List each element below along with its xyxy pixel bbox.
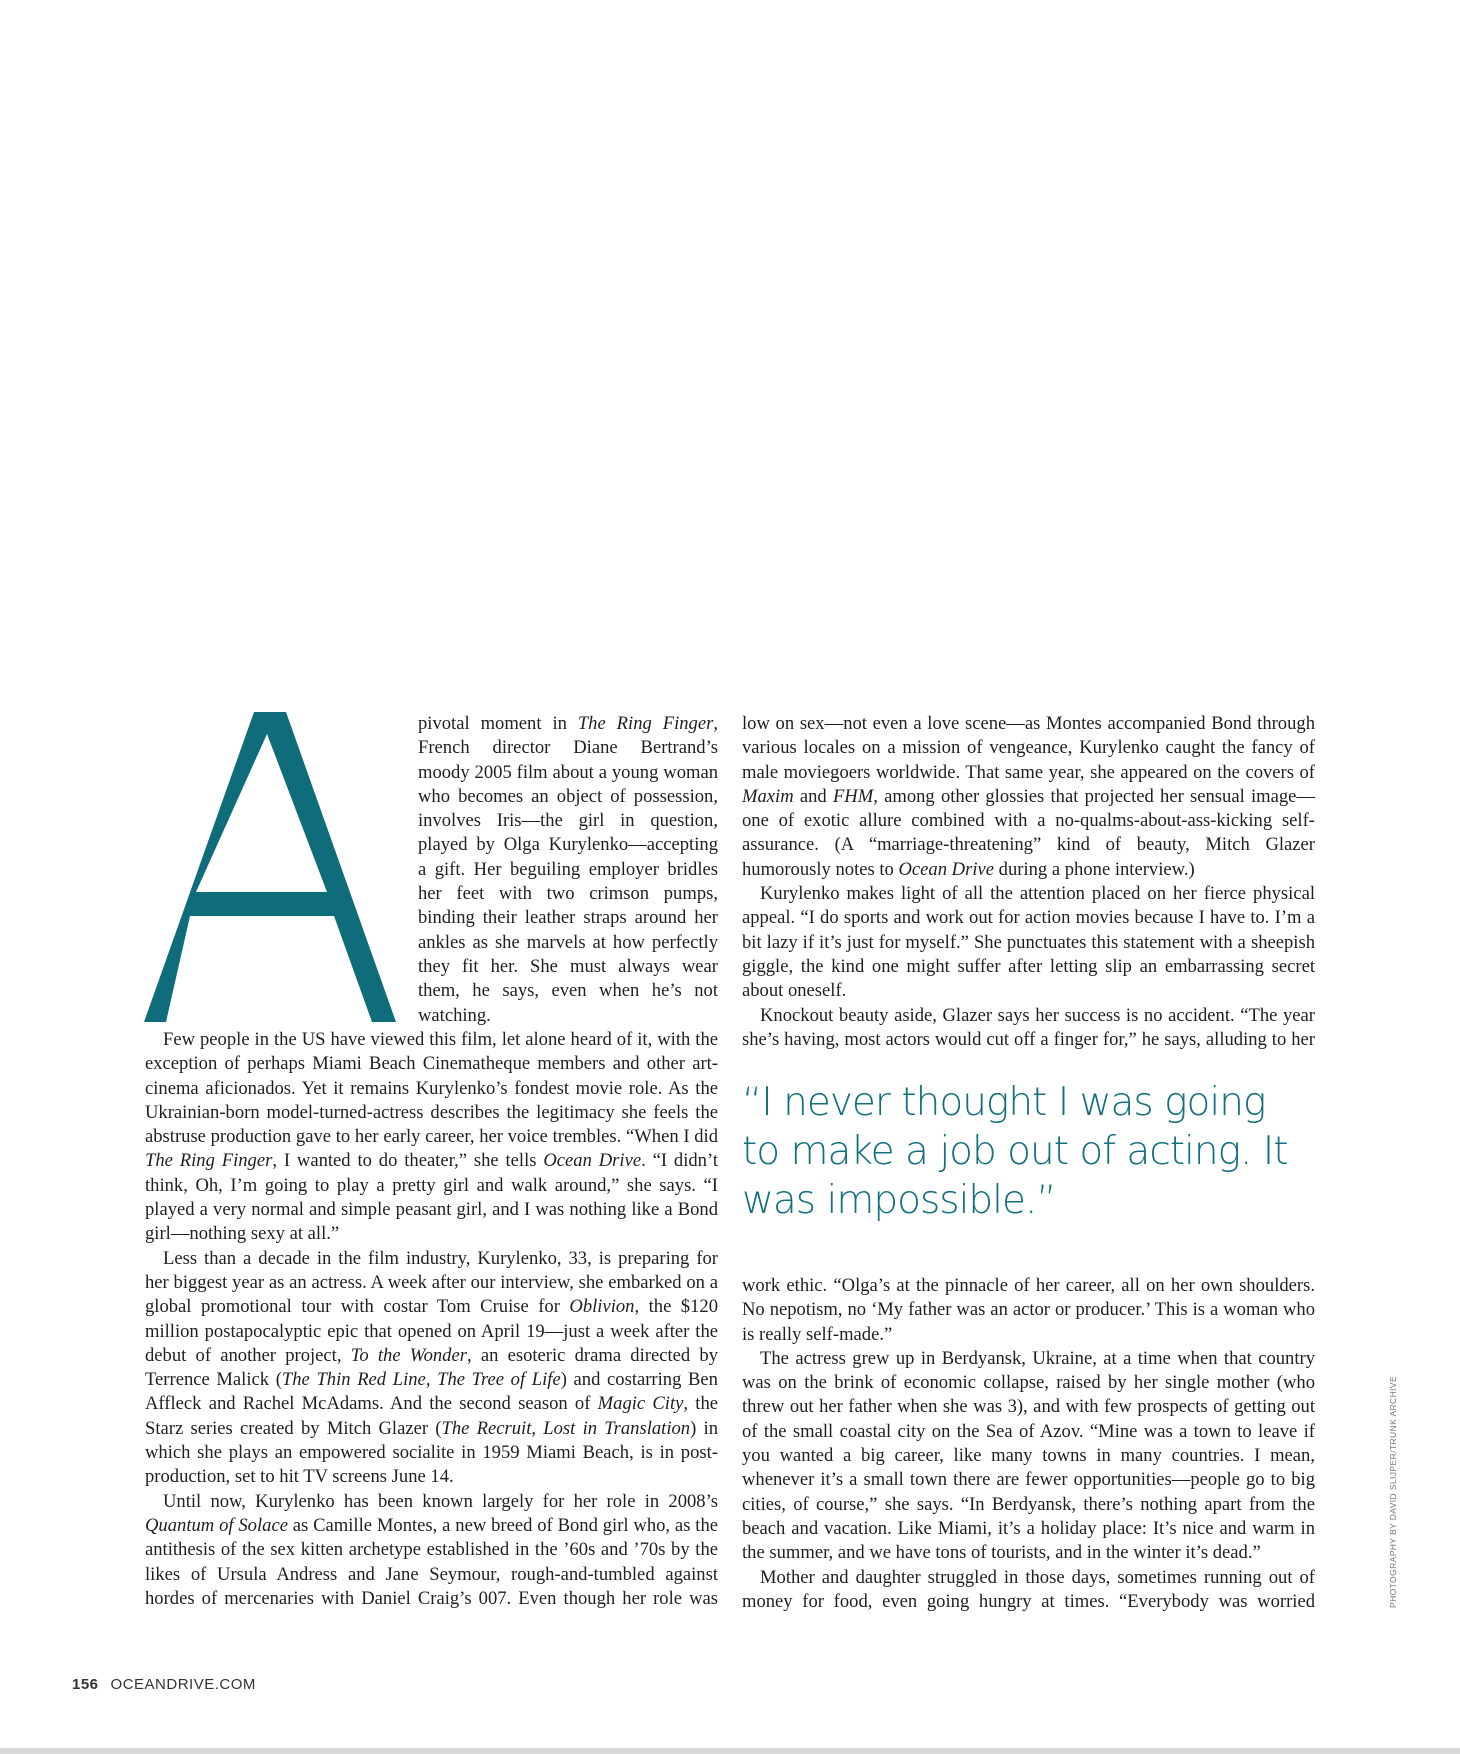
paragraph <box>742 882 1315 1003</box>
text-run: pivotal moment in <box>418 713 578 734</box>
paragraph <box>742 1004 1315 1053</box>
article-column-1 <box>145 1028 718 1611</box>
article-column-2-top <box>742 712 1315 1052</box>
bottom-edge-bar <box>0 1748 1460 1754</box>
paragraph <box>145 1490 718 1611</box>
italic-title: Maxim <box>742 785 794 807</box>
text-run: , French director Diane Bertrand’s moody 2005 film about a young woman who becomes an object of possession, involves Iris—the girl in question, played by Olga Kurylenko—accepting a gift. Her beguiling employer bridles her feet with two crimson pumps, binding their leather straps around her ankles as she marvels at how perfectly they fit her. She must always wear them, he says, even when he’s not watching. <box>418 713 718 1026</box>
paragraph <box>742 1347 1315 1566</box>
italic-title: FHM <box>832 785 874 807</box>
text-run: , among other glossies that projected her sensual image—one of exotic allure combined with a no-qualms-about-ass-kicking self-assurance. (A “marriage-threatening” kind of beauty, Mitch Glazer humorously notes to <box>742 785 1315 880</box>
text-run: , the $120 million postapocalyptic epic that opened on April 19—just a week after the debut of another project, <box>145 1296 718 1366</box>
text-run: , <box>425 1369 438 1391</box>
text-run: Knockout beauty aside, Glazer says her success is no accident. “The year she’s having, most actors would cut off a finger for,” he says, alluding to her <box>742 1004 1315 1050</box>
text-run: ) in which she plays an empowered socialite in 1959 Miami Beach, is in post-production, set to hit TV screens June 14. <box>145 1417 719 1488</box>
drop-cap-letter <box>144 712 396 1022</box>
text-run: work ethic. “Olga’s at the pinnacle of her career, all on her own shoulders. No nepotism, no ‘My father was an actor or producer.’ This is a woman who is really self-made.” <box>742 1275 1315 1345</box>
pull-quote: “I never thought I was going to make a job out of acting. It was impossible.” <box>742 1080 1288 1223</box>
paragraph <box>145 1247 718 1490</box>
text-run: as Camille Montes, a new breed of Bond girl who, as the antithesis of the sex kitten archetype established in the ’60s and ’70s by the likes of Ursula Andress and Jane Seymour, rough-and-tumbled against hordes of mercenaries with Daniel Craig’s 007. Even though her role was <box>145 1514 718 1609</box>
italic-title: Magic City <box>597 1393 684 1415</box>
text-run: Less than a decade in the film industry, Kurylenko, 33, is preparing for her biggest year as an actress. A week after our interview, she embarked on a global promotional tour with costar Tom Cruise for <box>145 1247 718 1318</box>
italic-title: To the Wonder <box>350 1344 467 1366</box>
italic-title: The Recruit <box>441 1417 532 1439</box>
text-run: during a phone interview.) <box>994 858 1195 880</box>
italic-title: Ocean Drive <box>898 858 995 880</box>
text-run: and <box>793 785 833 807</box>
photo-credit: PHOTOGRAPHY BY DAVID SLIJPER/TRUNK ARCHIVE <box>1388 1375 1398 1608</box>
paragraph <box>145 1028 718 1247</box>
italic-title: Lost in Translation <box>543 1417 691 1439</box>
paragraph <box>418 712 718 1028</box>
text-run: Few people in the US have viewed this film, let alone heard of it, with the exception of perhaps Miami Beach Cinematheque members and other art-cinema aficionados. Yet it remains Kurylenko’s fondest movie role. As the Ukrainian-born model-turned-actress describes the legitimacy she feels the abstruse production gave to her early career, her voice trembles. “When I did <box>145 1029 718 1148</box>
text-run: The actress grew up in Berdyansk, Ukraine, at a time when that country was on the brink of economic collapse, raised by her single mother (who threw out her father when she was 3), and with few prospects of getting out of the small coastal city on the Sea of Azov. “Mine was a town to leave if you wanted a big career, like many towns in many countries. I mean, whenever it’s a small town there are fewer opportunities—people go to big cities, of course,” she says. “In Berdyansk, there’s nothing apart from the beach and vacation. Like Miami, it’s a holiday place: It’s nice and warm in the summer, and we have tons of tourists, and in the winter it’s dead.” <box>742 1347 1315 1564</box>
paragraph <box>742 1274 1315 1347</box>
text-run: low on sex—not even a love scene—as Montes accompanied Bond through various locales on a mission of vengeance, Kurylenko caught the fancy of male moviegoers worldwide. That same year, she appeared on the covers of <box>742 713 1315 783</box>
text-run: Until now, Kurylenko has been known largely for her role in 2008’s <box>163 1490 718 1512</box>
paragraph <box>742 712 1315 882</box>
text-run: , <box>531 1417 544 1439</box>
page-footer <box>72 1676 256 1693</box>
text-run: , I wanted to do theater,” she tells <box>272 1150 544 1172</box>
italic-title: Quantum of Solace <box>145 1514 288 1536</box>
text-run: ) and costarring Ben Affleck and Rachel McAdams. And the second season of <box>145 1369 718 1415</box>
text-run: Kurylenko makes light of all the attention placed on her fierce physical appeal. “I do sports and work out for action movies because I have to. I’m a bit lazy if it’s just for myself.” She punctuates this statement with a sheepish giggle, the kind one might suffer after letting slip an embarrassing secret about oneself. <box>742 883 1315 1002</box>
drop-cap-a-shape <box>144 712 396 1022</box>
text-run: , the Starz series created by Mitch Glazer ( <box>145 1393 719 1439</box>
italic-title: The Thin Red Line <box>281 1369 426 1391</box>
text-run: . “I didn’t think, Oh, I’m going to play a pretty girl and walk around,” she says. “I played a very normal and simple peasant girl, and I was nothing like a Bond girl—nothing sexy at all.” <box>145 1150 718 1245</box>
italic-title: The Tree of Life <box>437 1369 561 1391</box>
site-name: OCEANDRIVE.COM <box>110 1676 256 1693</box>
text-run: Mother and daughter struggled in those days, sometimes running out of money for food, even going hungry at times. “Everybody was worried <box>742 1566 1315 1612</box>
opening-paragraph <box>418 712 718 1028</box>
italic-title: The Ring Finger <box>577 713 714 734</box>
italic-title: Ocean Drive <box>543 1150 642 1172</box>
text-run: , an esoteric drama directed by Terrence Malick ( <box>145 1344 718 1391</box>
italic-title: Oblivion <box>569 1296 635 1318</box>
paragraph <box>742 1566 1315 1615</box>
article-column-2-bottom <box>742 1274 1315 1614</box>
page-number: 156 <box>72 1676 99 1693</box>
italic-title: The Ring Finger <box>145 1150 273 1172</box>
